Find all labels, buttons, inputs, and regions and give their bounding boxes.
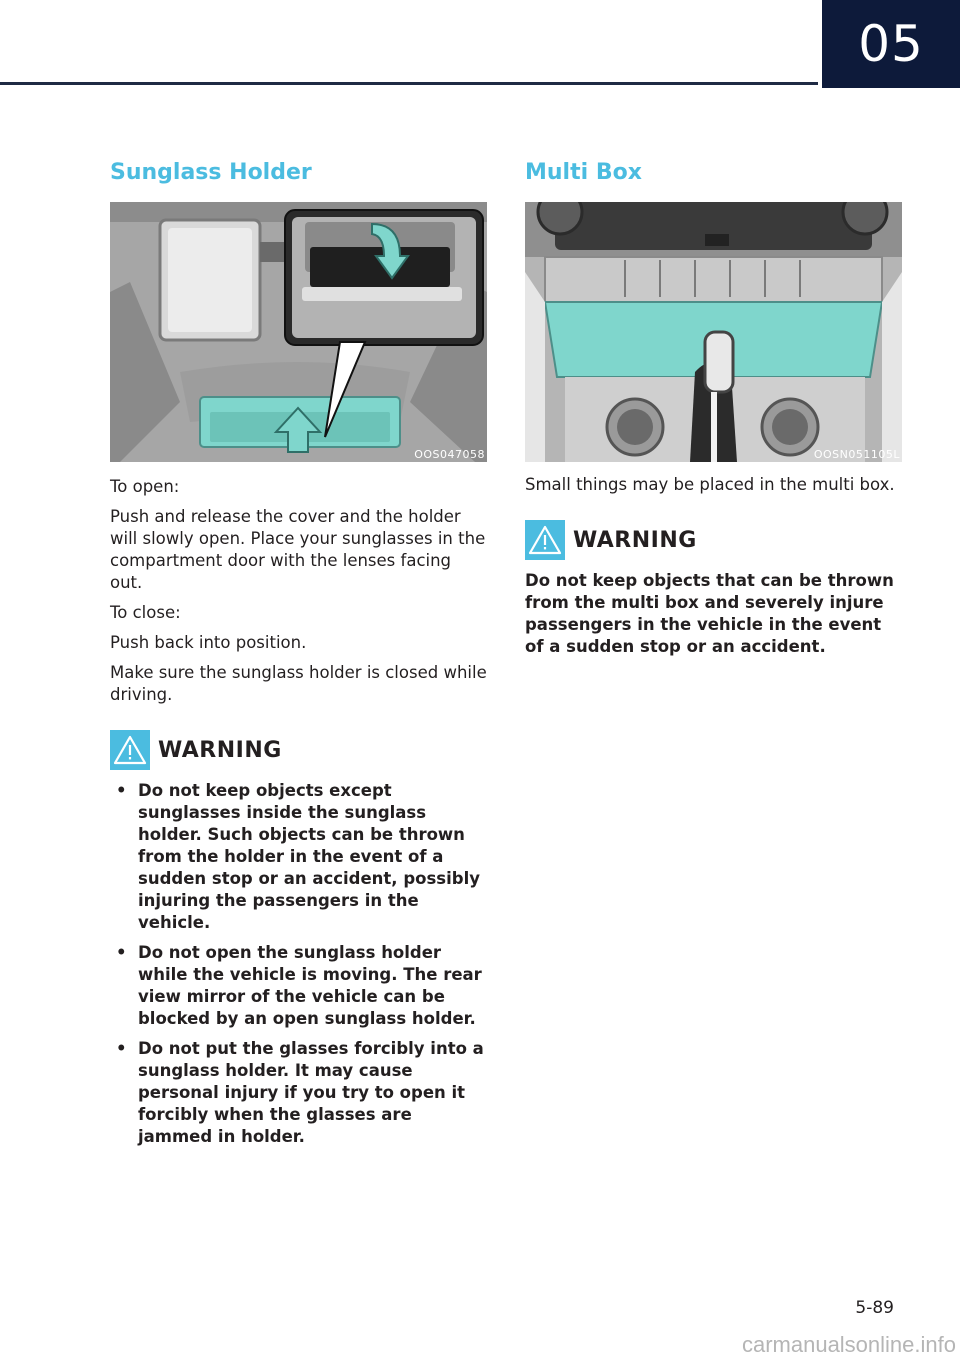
figure-code: OOSN051105L	[813, 448, 900, 461]
multi-box-illustration	[525, 202, 902, 462]
paragraph: Small things may be placed in the multi box.	[525, 475, 895, 494]
list-item: • Do not keep objects except sunglasses inside the sunglass holder. Such objects can be thrown from the holder in the event of a sudden stop or an accident, possibly injuring the passengers in the vehicle.	[116, 781, 480, 932]
warning-icon	[110, 730, 150, 770]
warning-title: WARNING	[158, 737, 282, 763]
sunglass-holder-illustration	[110, 202, 487, 462]
paragraph: To close:	[110, 603, 181, 622]
warning-heading	[525, 520, 902, 560]
list-item: • Do not open the sunglass holder while the vehicle is moving. The rear view mirror of the vehicle can be blocked by an open sunglass holder.	[116, 943, 482, 1028]
warning-list	[110, 780, 487, 1148]
section-title-sunglass-holder: Sunglass Holder	[110, 160, 312, 185]
warning-heading	[110, 730, 487, 770]
sunglass-holder-figure	[110, 202, 487, 462]
left-column	[110, 158, 487, 1156]
page-number: 5-89	[855, 1298, 894, 1318]
paragraph: Make sure the sunglass holder is closed while driving.	[110, 663, 487, 704]
right-column	[525, 158, 902, 658]
section-title-multi-box: Multi Box	[525, 160, 642, 185]
paragraph: To open:	[110, 477, 180, 496]
header-rule	[0, 82, 818, 85]
chapter-tab: 05	[822, 0, 960, 88]
list-item: • Do not put the glasses forcibly into a sunglass holder. It may cause personal injury if you try to open it forcibly when the glasses are jammed in holder.	[116, 1039, 484, 1146]
warning-title: WARNING	[573, 527, 697, 553]
warning-icon	[525, 520, 565, 560]
warning-text: Do not keep objects that can be thrown from the multi box and severely injure passengers in the vehicle in the event of a sudden stop or an accident.	[525, 571, 894, 656]
figure-code: OOS047058	[414, 448, 485, 461]
watermark: carmanualsonline.info	[741, 1332, 956, 1357]
paragraph: Push back into position.	[110, 633, 307, 652]
multi-box-figure	[525, 202, 902, 462]
paragraph: Push and release the cover and the holder will slowly open. Place your sunglasses in the compartment door with the lenses facing out.	[110, 507, 486, 592]
